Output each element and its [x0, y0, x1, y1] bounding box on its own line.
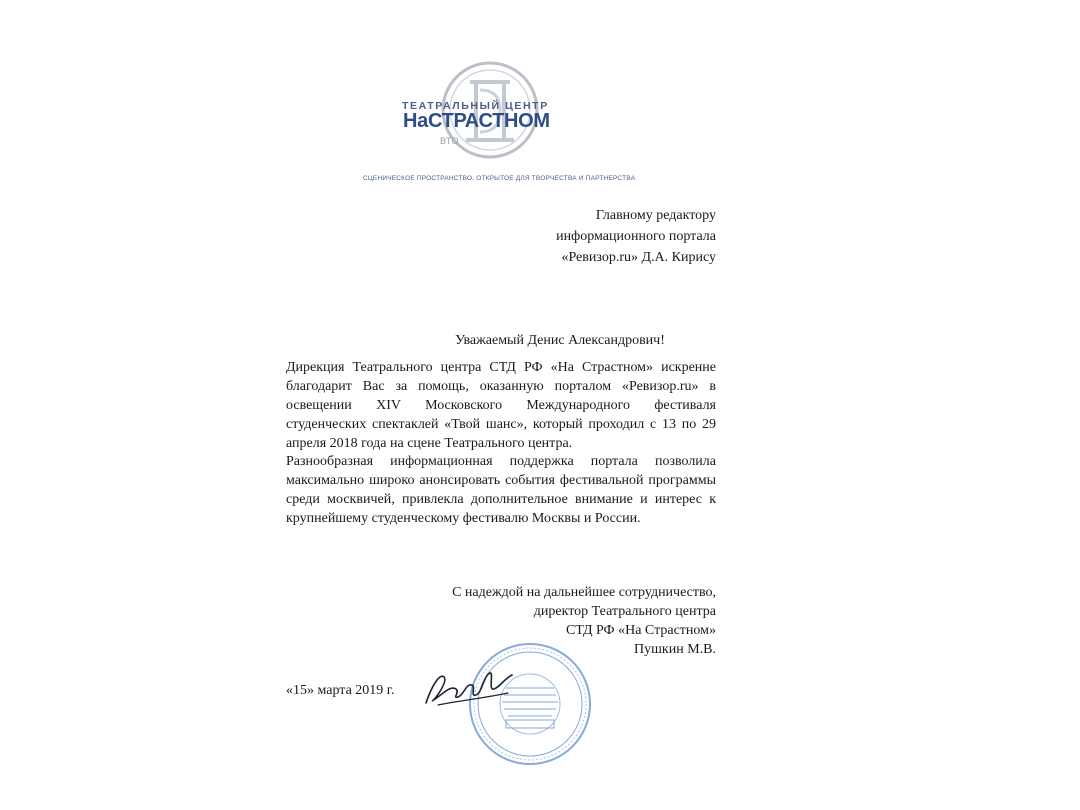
addressee-line-1: Главному редактору: [595, 208, 716, 223]
addressee-line-3: «Ревизор.ru» Д.А. Кирису: [561, 250, 716, 265]
closing-line-1: С надеждой на дальнейшее сотрудничество,: [452, 585, 716, 600]
closing-line-4: Пушкин М.В.: [634, 642, 716, 657]
letterhead-top-line: ТЕАТРАЛЬНЫЙ ЦЕНТР: [402, 100, 549, 112]
salutation: Уважаемый Денис Александрович!: [455, 333, 665, 348]
letterhead-name: НаСТРАСТНОМ: [403, 110, 550, 132]
letterhead-tagline: СЦЕНИЧЕСКОЕ ПРОСТРАНСТВО, ОТКРЫТОЕ ДЛЯ ТВОРЧЕСТВА И ПАРТНЕРСТВА: [363, 175, 636, 182]
letterhead-sub: ВТО: [440, 136, 459, 146]
closing-line-3: СТД РФ «На Страстном»: [565, 623, 716, 638]
addressee-line-2: информационного портала: [556, 229, 716, 244]
body-paragraph-2: Разнообразная информационная поддержка портала позволила максимально широко анонсировать события фестивальной программы среди москвичей, привлекла дополнительное внимание и интерес к крупнейшему студенческому фестивалю Москвы и России.: [286, 454, 716, 526]
addressee-block: [556, 205, 716, 268]
closing-line-2: директор Театрального центра: [533, 604, 716, 619]
body-paragraph-1: Дирекция Театрального центра СТД РФ «На Страстном» искренне благодарит Вас за помощь, оказанную порталом «Ревизор.ru» в освещении XIV Московского Международного фестиваля студенческих спектаклей «Твой шанс», который проходил с 13 по 29 апреля 2018 года на сцене Театрального центра.: [286, 360, 716, 451]
director-signature-icon: [418, 655, 518, 715]
letterhead: [360, 60, 636, 190]
letter-date: «15» марта 2019 г.: [286, 683, 395, 698]
